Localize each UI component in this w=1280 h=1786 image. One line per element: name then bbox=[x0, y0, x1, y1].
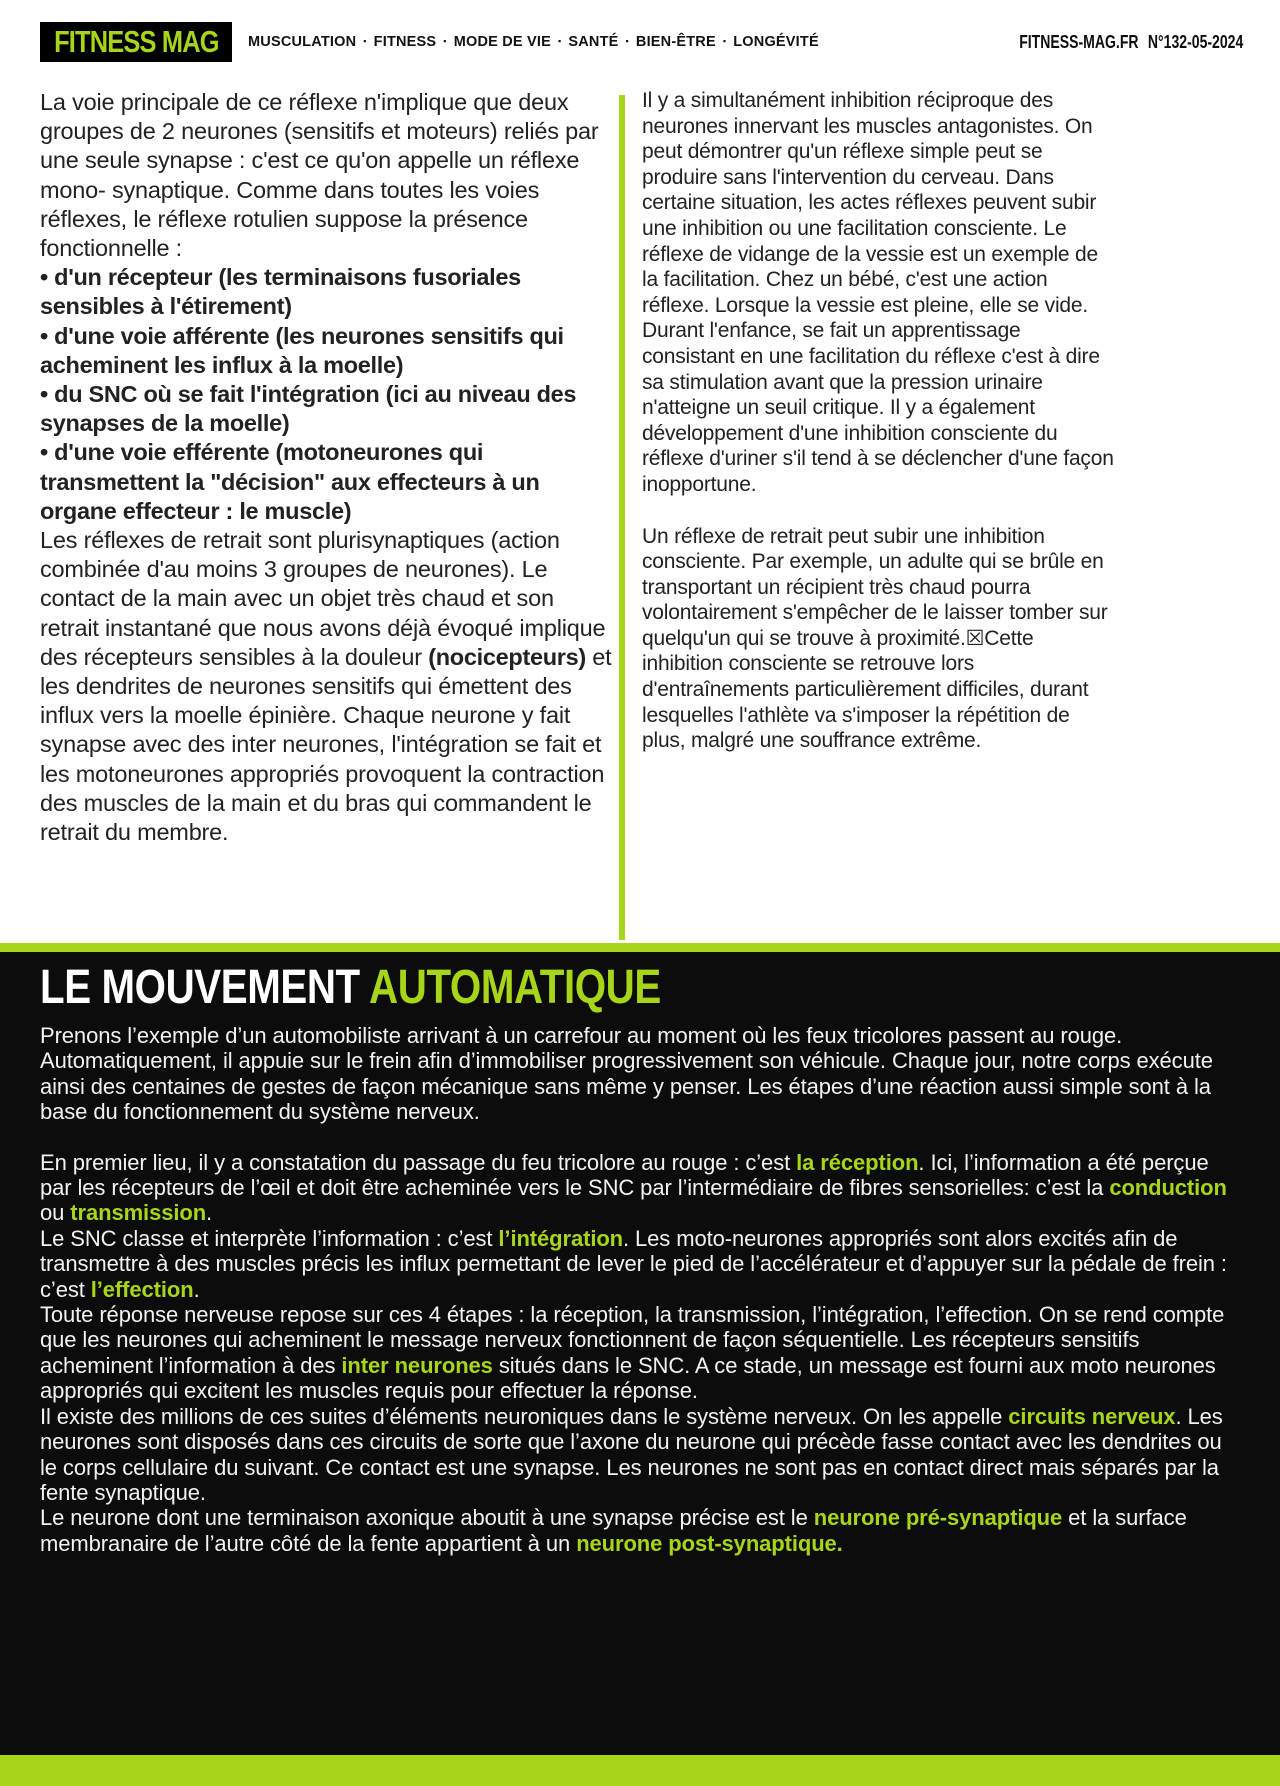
category-item: MODE DE VIE bbox=[453, 34, 551, 50]
text-segment: (nocicepteurs) bbox=[428, 643, 586, 670]
text-segment: inter neurones bbox=[341, 1352, 493, 1378]
category-separator-icon: ▪ bbox=[443, 36, 447, 46]
paragraph bbox=[40, 322, 615, 380]
paragraph bbox=[40, 263, 615, 321]
issue-number: N°132-05-2024 bbox=[1147, 31, 1243, 52]
text-segment: l’intégration bbox=[498, 1225, 624, 1251]
feature-body bbox=[40, 1023, 1242, 1556]
category-list bbox=[248, 34, 956, 50]
article-right-column bbox=[642, 88, 1120, 754]
paragraph bbox=[40, 438, 615, 526]
text-segment: et les dendrites de neurones sensitifs qui émettent des influx vers la moelle épinière. Chaque neurone y fait synapse avec des inter neurones, l'intégration se fait et les motoneurones appropriés provoquent la contraction des muscles de la main et du bras qui commandent le retrait du membre. bbox=[40, 643, 618, 846]
paragraph bbox=[40, 1302, 1242, 1404]
text-segment: neurone post-synaptique. bbox=[576, 1530, 843, 1556]
text-segment: situés dans le SNC. A ce stade, un message est fourni aux moto neurones appropriés qui excitent les muscles requis pour effectuer la réponse. bbox=[40, 1352, 1222, 1404]
category-separator-icon: ▪ bbox=[363, 36, 367, 46]
paragraph bbox=[40, 526, 618, 847]
text-segment: . Les neurones sont disposés dans ces circuits de sorte que l’axone du neurone qui précède fasse contact avec les dendrites ou le corps cellulaire du suivant. Ce contact est une synapse. Les neurones ne sont pas en contact direct mais séparés par la fente synaptique. bbox=[40, 1403, 1229, 1505]
text-segment: la réception bbox=[796, 1149, 919, 1175]
text-segment: Le neurone dont une terminaison axonique aboutit à une synapse précise est le bbox=[40, 1505, 814, 1531]
text-segment: et la surface membranaire de l’autre côté de la fente appartient à un bbox=[40, 1505, 1193, 1556]
text-segment: • d'un récepteur (les terminaisons fusoriales sensibles à l'étirement) bbox=[40, 264, 528, 320]
paragraph bbox=[40, 1226, 1242, 1302]
category-separator-icon: ▪ bbox=[625, 36, 629, 46]
column-divider-line bbox=[619, 95, 625, 940]
text-segment: • du SNC où se fait l'intégration (ici au niveau des synapses de la moelle) bbox=[40, 381, 583, 437]
text-segment: • d'une voie efférente (motoneurones qui transmettent la "décision" aux effecteurs à un organe effecteur : le muscle) bbox=[40, 439, 546, 524]
issue-info bbox=[1019, 32, 1243, 53]
category-item: SANTÉ bbox=[568, 34, 619, 50]
feature-title-green: AUTOMATIQUE bbox=[369, 961, 661, 1014]
text-segment: Le SNC classe et interprète l’information : c’est bbox=[40, 1225, 499, 1251]
text-segment: l’effection bbox=[90, 1276, 194, 1302]
text-segment: . Les moto-neurones appropriés sont alors excités afin de transmettre à des muscles précis les influx permettant de lever le pied de l’accélérateur et d’appuyer sur la pédale de frein : c’est bbox=[40, 1225, 1233, 1302]
category-item: FITNESS bbox=[373, 34, 437, 50]
text-segment: Il y a simultanément inhibition réciproque des neurones innervant les muscles antagonistes. On peut démontrer qu'un réflexe simple peut se produire sans l'intervention du cerveau. Dans certaine situation, les actes réflexes peuvent subir une inhibition ou une facilitation consciente. Le réflexe de vidange de la vessie est un exemple de la facilitation. Chez un bébé, c'est une action réflexe. Lorsque la vessie est pleine, elle se vide. bbox=[642, 89, 1104, 317]
text-segment: Un réflexe de retrait peut subir une inhibition consciente. Par exemple, un adulte qui se brûle en transportant un récipient très chaud pourra volontairement s'empêcher de le laisser tomber sur quelqu'un qui se trouve à proximité.☒Cette inhibition consciente se retrouve lors d'entraînements particulièrement difficiles, durant lesquelles l'athlète va s'imposer la répétition de plus, malgré une souffrance extrême. bbox=[642, 524, 1114, 753]
paragraph bbox=[40, 1404, 1242, 1506]
category-separator-icon: ▪ bbox=[722, 36, 727, 46]
paragraph bbox=[40, 88, 615, 263]
paragraph bbox=[40, 1023, 1242, 1125]
text-segment: conduction bbox=[1109, 1175, 1227, 1201]
paragraph bbox=[642, 524, 1114, 754]
site-url: FITNESS-MAG.FR bbox=[1018, 31, 1139, 52]
feature-title bbox=[40, 961, 1050, 1014]
text-segment: . bbox=[206, 1200, 213, 1226]
text-segment: Prenons l’exemple d’un automobiliste arrivant à un carrefour au moment où les feux tricolores passent au rouge. Automatiquement, il appuie sur le frein afin d’immobiliser progressivement son véhicule. Chaque jour, notre corps exécute ainsi des centaines de gestes de façon mécanique sans même y penser. Les étapes d’une réaction aussi simple sont à la base du fonctionnement du système nerveux. bbox=[40, 1023, 1219, 1125]
feature-black-panel bbox=[0, 952, 1280, 1755]
text-segment: Les réflexes de retrait sont plurisynaptiques (action combinée d'au moins 3 groupes de neurones). Le contact de la main avec un objet très chaud et son retrait instantané que nous avons déjà évoqué implique des récepteurs sensibles à la douleur bbox=[40, 527, 612, 670]
category-item: LONGÉVITÉ bbox=[733, 34, 819, 50]
paragraph bbox=[40, 1505, 1242, 1556]
text-segment: transmission bbox=[70, 1200, 207, 1226]
text-segment: circuits nerveux bbox=[1008, 1403, 1176, 1429]
text-segment: • d'une voie afférente (les neurones sensitifs qui acheminent les influx à la moelle) bbox=[40, 322, 571, 378]
text-segment: neurone pré-synaptique bbox=[813, 1505, 1063, 1531]
category-item: BIEN-ÊTRE bbox=[635, 34, 716, 50]
category-separator-icon: ▪ bbox=[557, 36, 562, 46]
article-left-column bbox=[40, 88, 618, 847]
green-separator-bar bbox=[0, 943, 1280, 952]
text-segment: . Ici, l’information a été perçue par les récepteurs de l’œil et doit être acheminée vers le SNC par l’intermédiaire de fibres sensorielles: c’est la bbox=[40, 1149, 1215, 1201]
feature-section bbox=[0, 943, 1280, 1786]
text-segment: Toute réponse nerveuse repose sur ces 4 étapes : la réception, la transmission, l’intégration, l’effection. On se rend compte que les neurones qui acheminent le message nerveux fonctionnent de façon séquentielle. Les récepteurs sensitifs acheminent l’information à des bbox=[40, 1302, 1231, 1378]
text-segment: La voie principale de ce réflexe n'implique que deux groupes de 2 neurones (sensitifs et moteurs) reliés par une seule synapse : c'est ce qu'on appelle un réflexe mono- synaptique. Comme dans toutes les voies réflexes, le réflexe rotulien suppose la présence fonctionnelle : bbox=[40, 89, 605, 262]
magazine-logo-text: FITNESS MAG bbox=[53, 24, 219, 59]
paragraph bbox=[40, 380, 615, 438]
paragraph bbox=[642, 88, 1114, 318]
text-segment: Durant l'enfance, se fait un apprentissage consistant en une facilitation du réflexe c'est à dire sa stimulation avant que la pression urinaire n'atteigne un seuil critique. Il y a également développement d'une inhibition consciente du réflexe d'uriner s'il tend à se déclencher d'une façon inopportune. bbox=[642, 319, 1120, 496]
bottom-green-bar bbox=[0, 1755, 1280, 1786]
text-segment: . bbox=[193, 1276, 200, 1302]
magazine-logo bbox=[40, 22, 232, 62]
paragraph bbox=[40, 1150, 1242, 1226]
paragraph bbox=[642, 318, 1120, 497]
category-item: MUSCULATION bbox=[248, 34, 357, 50]
text-segment: En premier lieu, il y a constatation du passage du feu tricolore au rouge : c’est bbox=[40, 1149, 797, 1175]
feature-title-white: LE MOUVEMENT bbox=[40, 961, 360, 1014]
text-segment: Il existe des millions de ces suites d’éléments neuroniques dans le système nerveux. On les appelle bbox=[40, 1403, 1009, 1429]
text-segment: ou bbox=[40, 1175, 1233, 1226]
masthead bbox=[40, 22, 1243, 62]
